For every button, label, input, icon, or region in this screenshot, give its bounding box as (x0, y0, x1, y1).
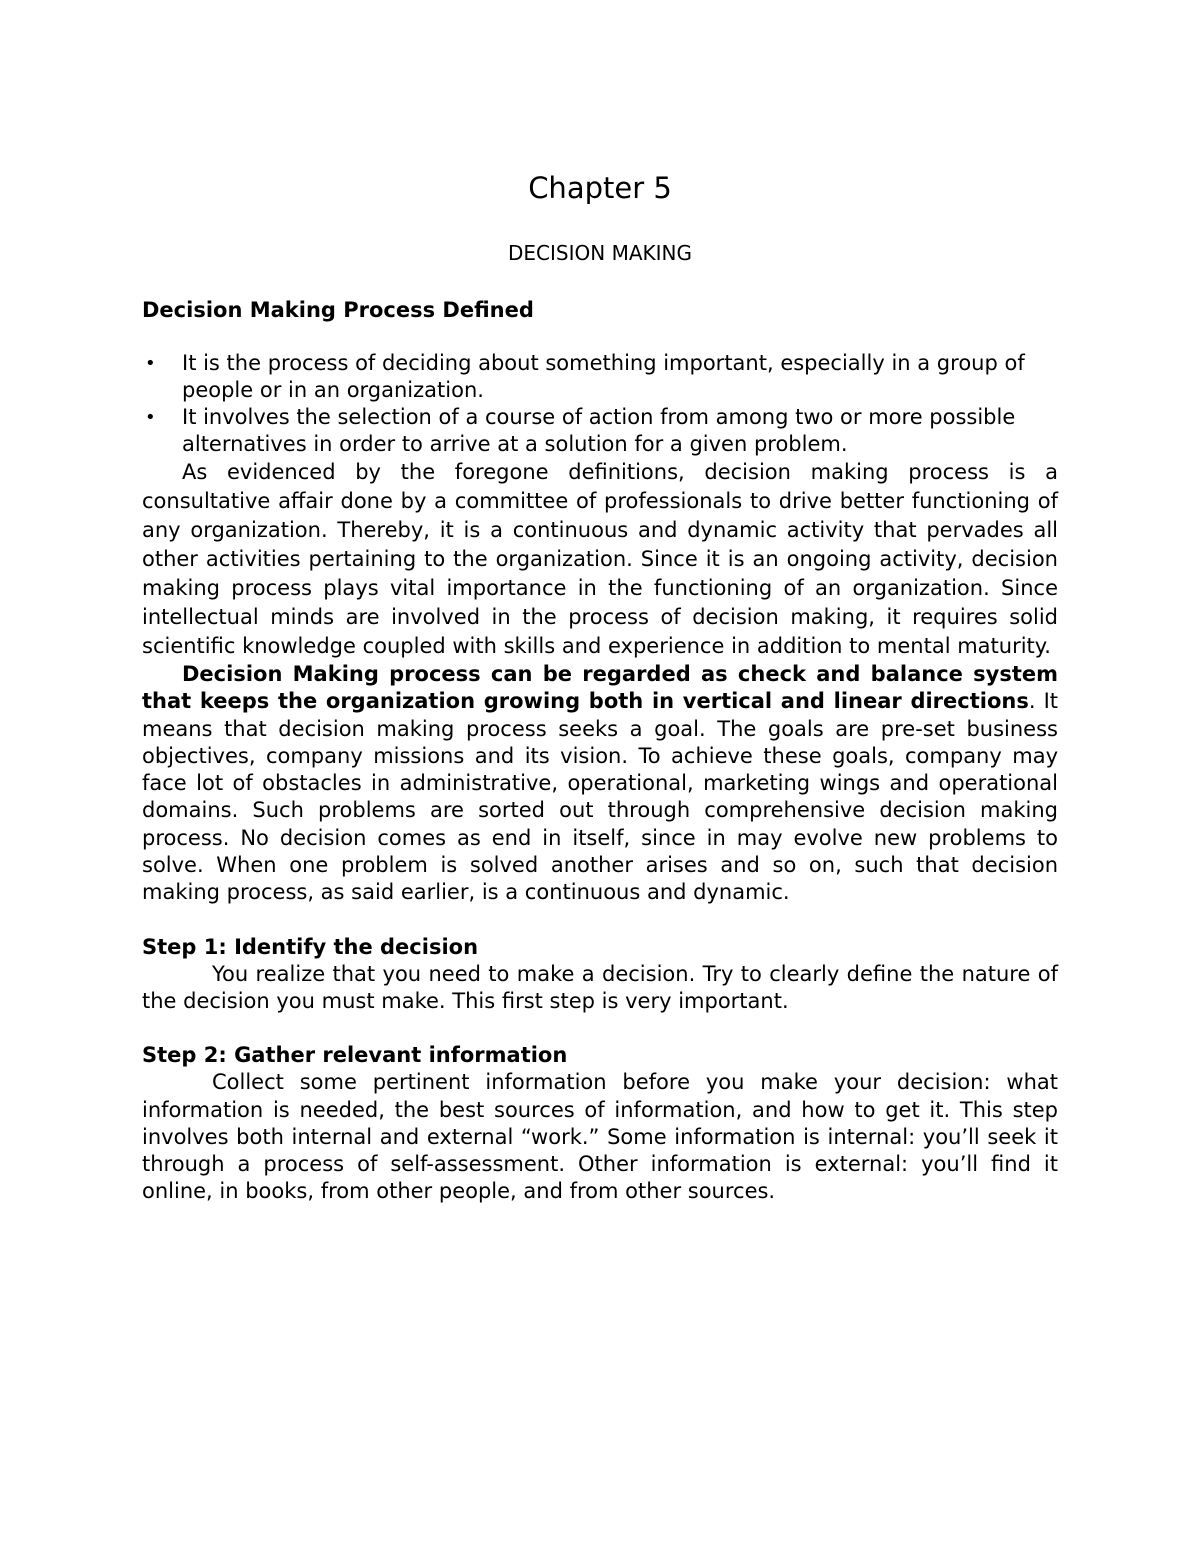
section-heading-defined: Decision Making Process Defined (142, 298, 534, 322)
paragraph-check-and-balance (142, 661, 1058, 907)
document-page (142, 168, 1058, 1206)
step1-body: You realize that you need to make a decision. Try to clearly define the nature of the decision you must make. This first step is very important. (142, 961, 1058, 1013)
list-item (142, 404, 1058, 458)
definition-list (142, 350, 1058, 458)
paragraph-rest: . It means that decision making process seeks a goal. The goals are pre-set business objectives, company missions and its vision. To achieve these goals, company may face lot of obstacles in administrative, operational, marketing wings and operational domains. Such problems are sorted out through comprehensive decision making process. No decision comes as end in itself, since in may evolve new problems to solve. When one problem is solved another arises and so on, such that decision making process, as said earlier, is a continuous and dynamic. (142, 689, 1058, 905)
step1-heading: Step 1: Identify the decision (142, 934, 479, 959)
list-item-text: It involves the selection of a course of action from among two or more possible alternatives in order to arrive at a solution for a given problem. (182, 405, 1016, 456)
list-item (142, 350, 1058, 404)
chapter-title: Chapter 5 (528, 171, 672, 205)
paragraph-bold-lead: Decision Making process can be regarded as check and balance system that keeps the organization growing both in vertical and linear directions (142, 662, 1058, 714)
list-item-text: It is the process of deciding about something important, especially in a group of people or in an organization. (182, 351, 1025, 402)
step2-heading: Step 2: Gather relevant information (142, 1043, 568, 1068)
bullet-icon: • (145, 407, 156, 428)
chapter-subtitle: DECISION MAKING (508, 241, 692, 265)
paragraph-foregone-definitions: As evidenced by the foregone definitions, decision making process is a consultative affair done by a committee of professionals to drive better functioning of any organization. Thereby, it is a continuous and dynamic activity that pervades all other activities pertaining to the organization. Since it is an ongoing activity, decision making process plays vital importance in the functioning of an organization. Since intellectual minds are involved in the process of decision making, it requires solid scientific knowledge coupled with skills and experience in addition to mental maturity. (142, 460, 1058, 658)
bullet-icon: • (145, 353, 156, 374)
step2-body: Collect some pertinent information before you make your decision: what information is needed, the best sources of information, and how to get it. This step involves both internal and external “work.” Some information is internal: you’ll seek it through a process of self-assessment. Other information is external: you’ll find it online, in books, from other people, and from other sources. (142, 1070, 1058, 1204)
